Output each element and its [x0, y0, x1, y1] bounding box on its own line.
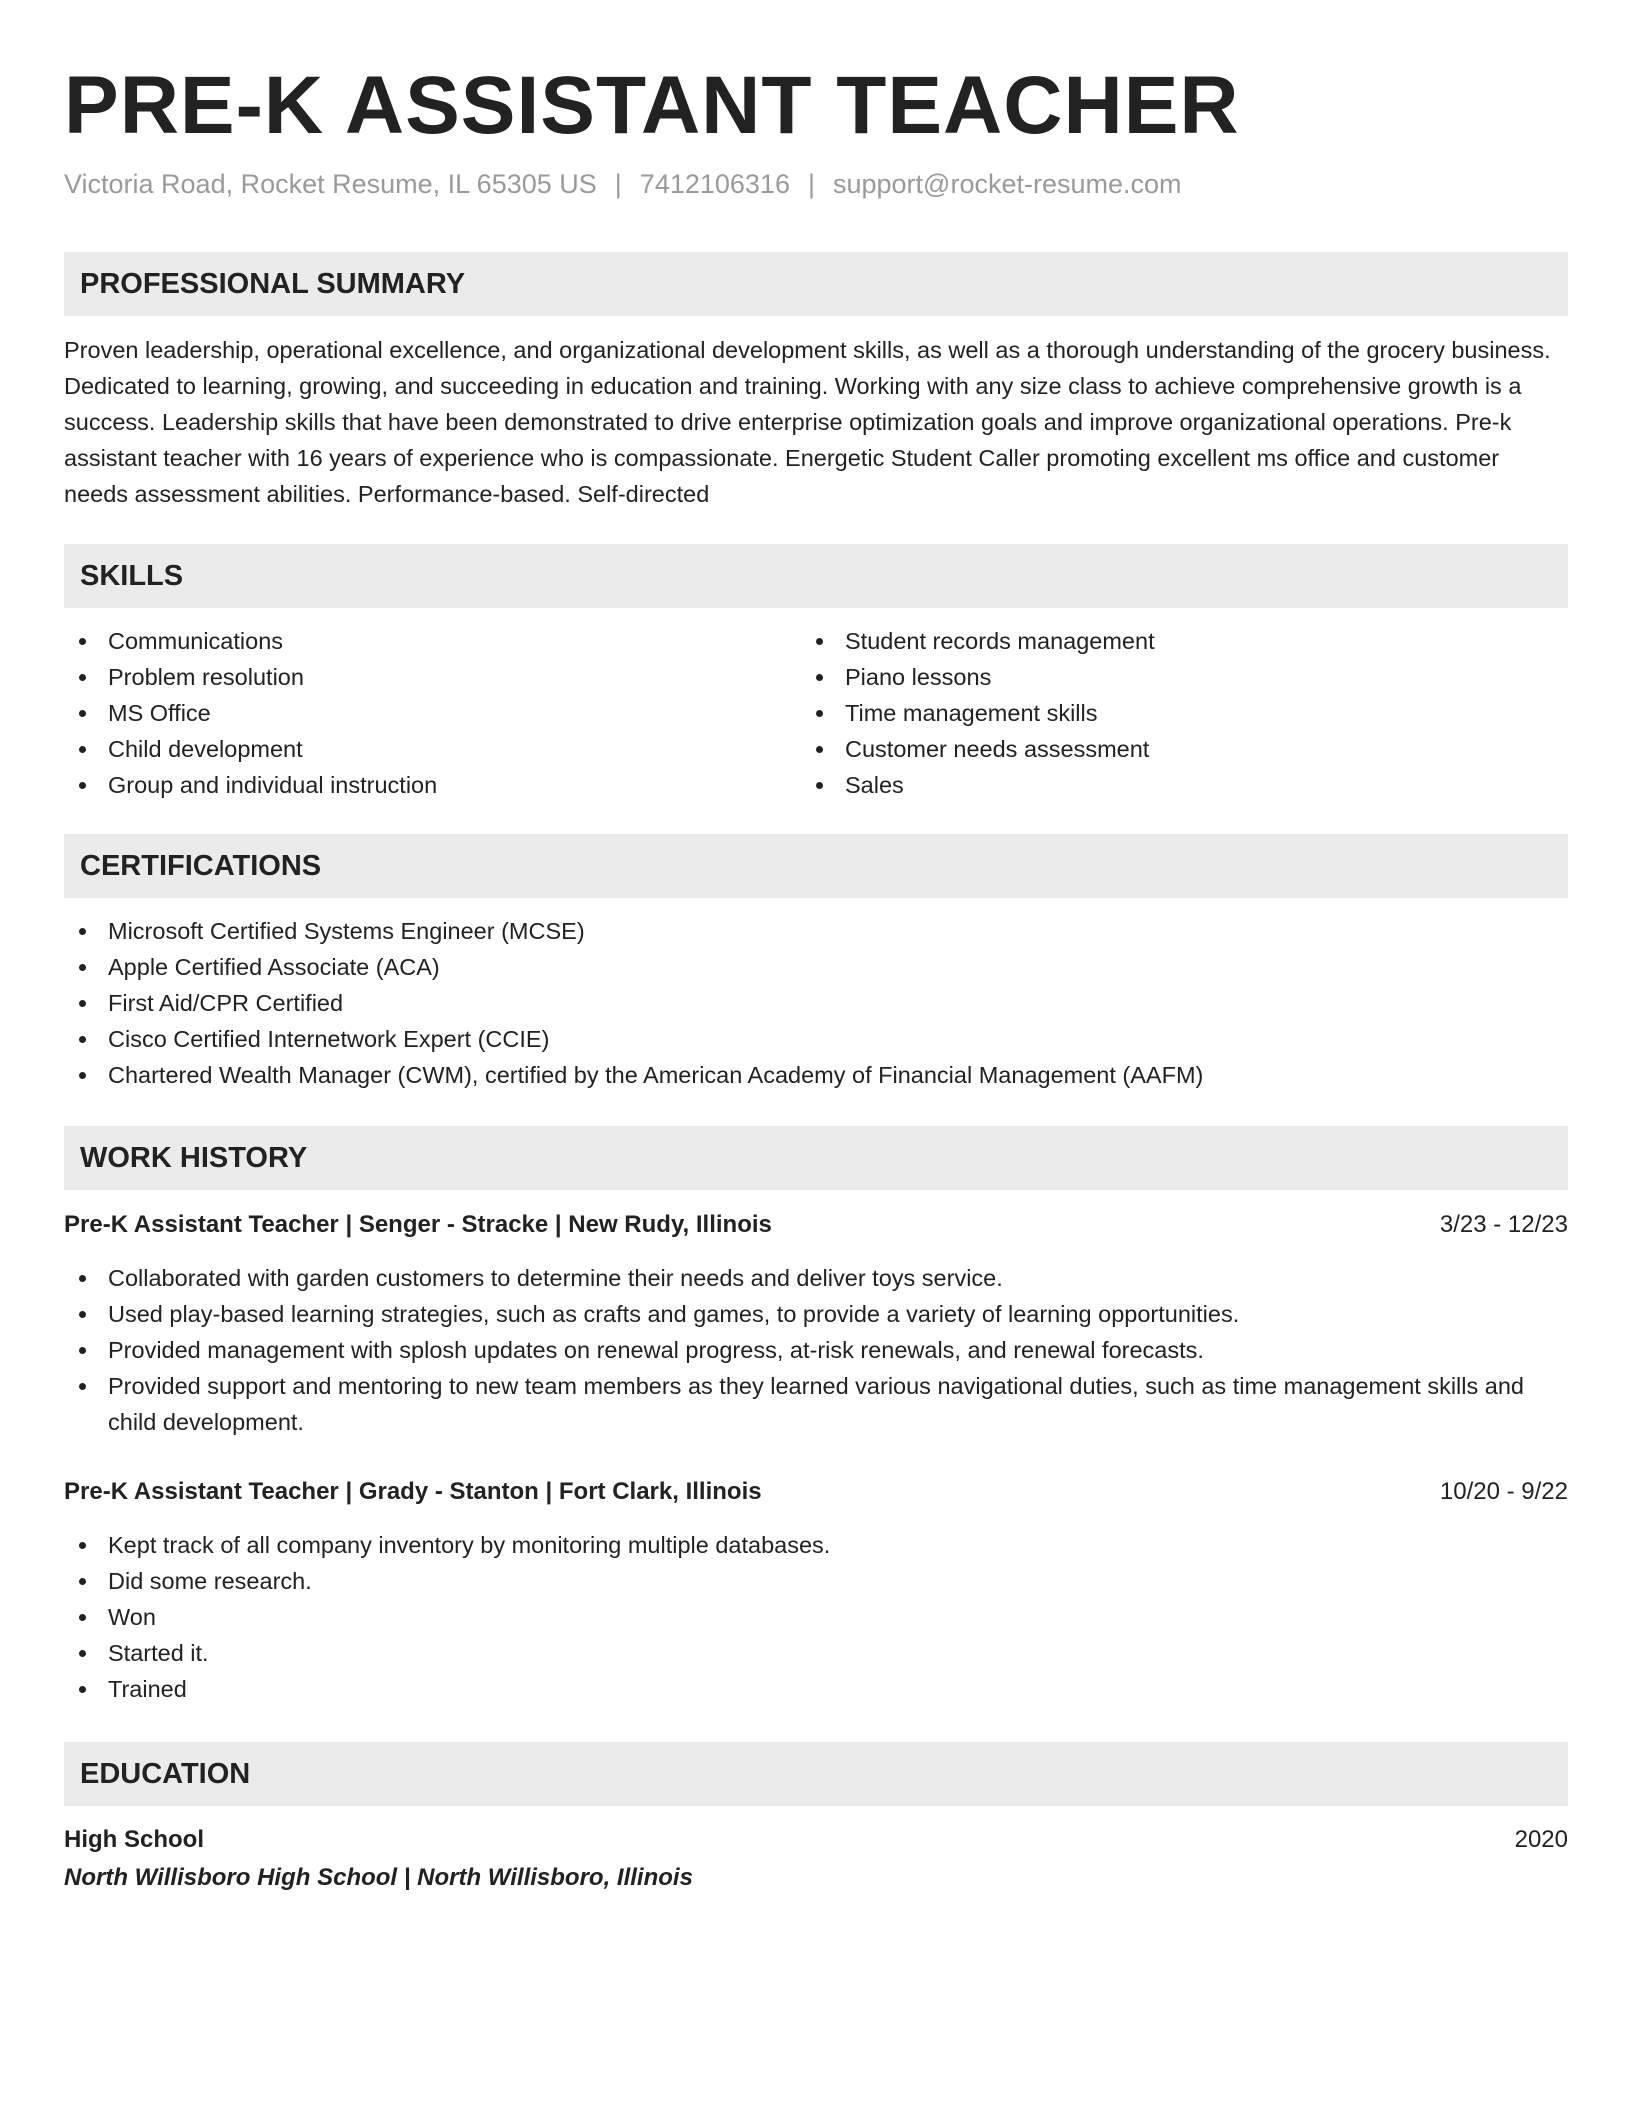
section-title: CERTIFICATIONS [80, 850, 322, 882]
certification-item: Chartered Wealth Manager (CWM), certified by the American Academy of Financial Management (AAFM) [64, 1057, 1568, 1093]
job-bullet: Started it. [64, 1635, 1568, 1671]
job-dates: 3/23 - 12/23 [1439, 1211, 1568, 1238]
education-school: North Willisboro High School | North Willisboro, Illinois [64, 1864, 693, 1891]
section-title: EDUCATION [80, 1758, 251, 1790]
skill-item: MS Office [64, 695, 804, 731]
skill-item: Problem resolution [64, 659, 804, 695]
contact-line [64, 166, 1182, 202]
section-header-skills [64, 544, 1568, 608]
candidate-name: PRE-K ASSISTANT TEACHER [64, 60, 1240, 151]
job-bullets [64, 1527, 1568, 1707]
section-header-summary [64, 252, 1568, 316]
skill-item: Communications [64, 623, 804, 659]
certification-item: Microsoft Certified Systems Engineer (MCSE) [64, 913, 1568, 949]
skill-item: Group and individual instruction [64, 767, 804, 803]
job-title: Pre-K Assistant Teacher | Senger - Stracke | New Rudy, Illinois [64, 1211, 772, 1238]
certifications-list [64, 913, 1568, 1093]
job-dates: 10/20 - 9/22 [1439, 1478, 1568, 1505]
job-bullet: Trained [64, 1671, 1568, 1707]
job-bullet: Provided management with splosh updates on renewal progress, at-risk renewals, and renewal forecasts. [64, 1332, 1568, 1368]
address: Victoria Road, Rocket Resume, IL 65305 US [64, 169, 597, 199]
skills-list-right [801, 623, 1561, 803]
job-bullets [64, 1260, 1568, 1440]
certification-item: Cisco Certified Internetwork Expert (CCIE) [64, 1021, 1568, 1057]
job-bullet: Collaborated with garden customers to determine their needs and deliver toys service. [64, 1260, 1568, 1296]
certification-item: Apple Certified Associate (ACA) [64, 949, 1568, 985]
summary-text: Proven leadership, operational excellence, and organizational development skills, as well as a thorough understanding of the grocery business. Dedicated to learning, growing, and succeeding in education and training. Working with any size class to achieve comprehensive growth is a success. Leadership skills that have been demonstrated to drive enterprise optimization goals and improve organizational operations. Pre-k assistant teacher with 16 years of experience who is compassionate. Energetic Student Caller promoting excellent ms office and customer needs assessment abilities. Performance-based. Self-directed [64, 337, 1551, 507]
job-bullet: Kept track of all company inventory by monitoring multiple databases. [64, 1527, 1568, 1563]
job-bullet: Used play-based learning strategies, such as crafts and games, to provide a variety of learning opportunities. [64, 1296, 1568, 1332]
section-header-education [64, 1742, 1568, 1806]
section-title: SKILLS [80, 560, 184, 592]
job-bullet: Did some research. [64, 1563, 1568, 1599]
skill-item: Time management skills [801, 695, 1561, 731]
phone: 7412106316 [639, 169, 790, 199]
email: support@rocket-resume.com [832, 169, 1182, 199]
certification-item: First Aid/CPR Certified [64, 985, 1568, 1021]
skill-item: Customer needs assessment [801, 731, 1561, 767]
section-title: PROFESSIONAL SUMMARY [80, 268, 466, 300]
skill-item: Sales [801, 767, 1561, 803]
education-year: 2020 [1514, 1826, 1568, 1853]
job-bullet: Provided support and mentoring to new team members as they learned various navigational duties, such as time management skills and child development. [64, 1368, 1568, 1440]
skill-item: Child development [64, 731, 804, 767]
section-title: WORK HISTORY [80, 1142, 308, 1174]
separator: | [807, 169, 815, 199]
education-degree: High School [64, 1826, 204, 1853]
job-bullet: Won [64, 1599, 1568, 1635]
section-header-work-history [64, 1126, 1568, 1190]
job-title: Pre-K Assistant Teacher | Grady - Stanton | Fort Clark, Illinois [64, 1478, 762, 1505]
skills-list-left [64, 623, 804, 803]
skill-item: Student records management [801, 623, 1561, 659]
section-header-certifications [64, 834, 1568, 898]
skill-item: Piano lessons [801, 659, 1561, 695]
separator: | [614, 169, 622, 199]
